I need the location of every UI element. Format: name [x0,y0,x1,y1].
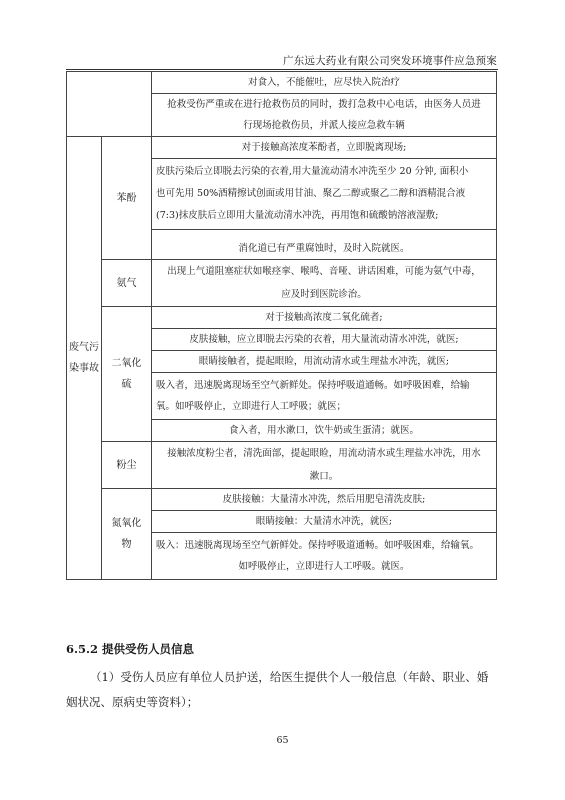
measure-row [152,307,496,328]
table-row [67,137,497,260]
measure-row [152,229,496,259]
measure-line: 应及时到医院诊治。 [281,289,367,300]
pollutant-cell-dust [102,442,152,489]
measure-line: 食入者，用水漱口，饮牛奶或生蛋清；就医。 [228,425,419,436]
pollutant-name: 粉尘 [116,459,137,471]
section-title: 6.5.2 提供受伤人员信息 [66,642,195,656]
pollutant-name: 硫 [121,379,132,390]
measure-line: 皮肤接触，应立即脱去污染的衣着，用大量流动清水冲洗，就医; [189,334,459,345]
measure-group [152,489,497,580]
measure-cell [152,442,497,489]
measure-line: 接触浓度粉尘者，清洗面部，提起眼睑，用流动清水或生理盐水冲洗，用水 [167,448,481,459]
category-label: 染事故 [69,363,99,374]
measure-row [152,510,496,532]
pollutant-name: 氨气 [116,277,137,289]
measure-row [152,328,496,350]
measure-line: 对于接触高浓度苯酚者，立即脱离现场; [241,142,407,153]
measure-row [152,158,496,229]
measure-line: 抢救受伤严重或在进行抢救伤员的同时，拨打急救中心电话，由医务人员进 [167,99,481,110]
measure-line: 如呼吸停止，立即进行人工呼吸。就医。 [238,561,410,572]
measure-line: 消化道已有严重腐蚀时，及时入院就医。 [238,243,410,254]
header-rule [66,69,498,70]
measure-line: 眼睛接触：大量清水冲洗，就医; [255,516,393,527]
section-paragraph: （1）受伤人员应有单位人员护送，给医生提供个人一般信息（年龄、职业、婚姻状况、原病史等资料）； [66,670,489,709]
table-row [67,489,497,580]
page-number: 65 [276,735,289,746]
emergency-measures-table [66,71,497,580]
pollutant-cell-so2 [102,307,152,442]
page-header: 广东远大药业有限公司突发环境事件应急预案 [283,55,497,67]
measure-row [152,419,496,441]
measure-line: 行现场抢救伤员，并派人接应急救车辆 [243,120,405,131]
measure-line: 皮肤接触：大量清水冲洗，然后用肥皂清洗皮肤; [222,494,426,505]
measure-group [152,307,497,442]
measure-group [152,137,497,260]
measure-line: (7:3)抹皮肤后立即用大量流动清水冲洗，再用饱和硫酸钠溶液湿敷; [156,210,439,221]
measure-line: 吸入：迅速脱离现场至空气新鲜处。保持呼吸道通畅。如呼吸困难，给输氧。 [156,540,480,551]
table-row [67,442,497,489]
table-row [67,260,497,307]
measure-row [152,350,496,372]
measure-line: 吸入者，迅速脱离现场至空气新鲜处。保持呼吸道通畅。如呼吸困难，给输 [156,380,470,391]
pollutant-name: 苯酚 [116,192,137,204]
category-cell [67,137,102,580]
pollutant-name: 二氧化 [111,358,142,369]
measure-cell [152,72,497,94]
table-row [67,307,497,442]
measure-line: 对于接触高浓度二氧化硫者; [265,312,383,323]
measure-line: 眼睛接触者，提起眼睑，用流动清水或生理盐水冲洗，就医; [198,356,450,367]
pollutant-cell-ammonia [102,260,152,307]
measure-row [152,137,496,158]
measure-line: 漱口。 [309,471,339,482]
measure-cell [152,94,497,137]
measure-line: 皮肤污染后立即脱去污染的衣着,用大量流动清水冲洗至少 20 分钟, 面积小 [156,166,469,177]
pollutant-name: 物 [121,539,132,550]
pollutant-cell-nox [102,489,152,580]
measure-line: 也可先用 50%酒精擦试创面或用甘油、聚乙二醇或聚乙二醇和酒精混合液 [156,188,466,199]
measure-row [152,372,496,419]
pollutant-name: 氮氧化 [111,518,142,529]
measure-line: 出现上气道阻塞症状如喉痉挛、喉鸣、音哑、讲话困难，可能为氨气中毒， [167,266,481,277]
pollutant-cell-phenol [102,137,152,260]
table-row [67,72,497,94]
measure-cell [152,260,497,307]
measure-row [152,489,496,510]
category-label: 废气污 [69,342,99,353]
measure-row [152,532,496,579]
blank-cell [67,72,152,137]
measure-line: 氧。如呼吸停止，立即进行人工呼吸；就医； [156,401,347,412]
measure-line: 对食入，不能催吐，应尽快入院治疗 [247,77,400,88]
